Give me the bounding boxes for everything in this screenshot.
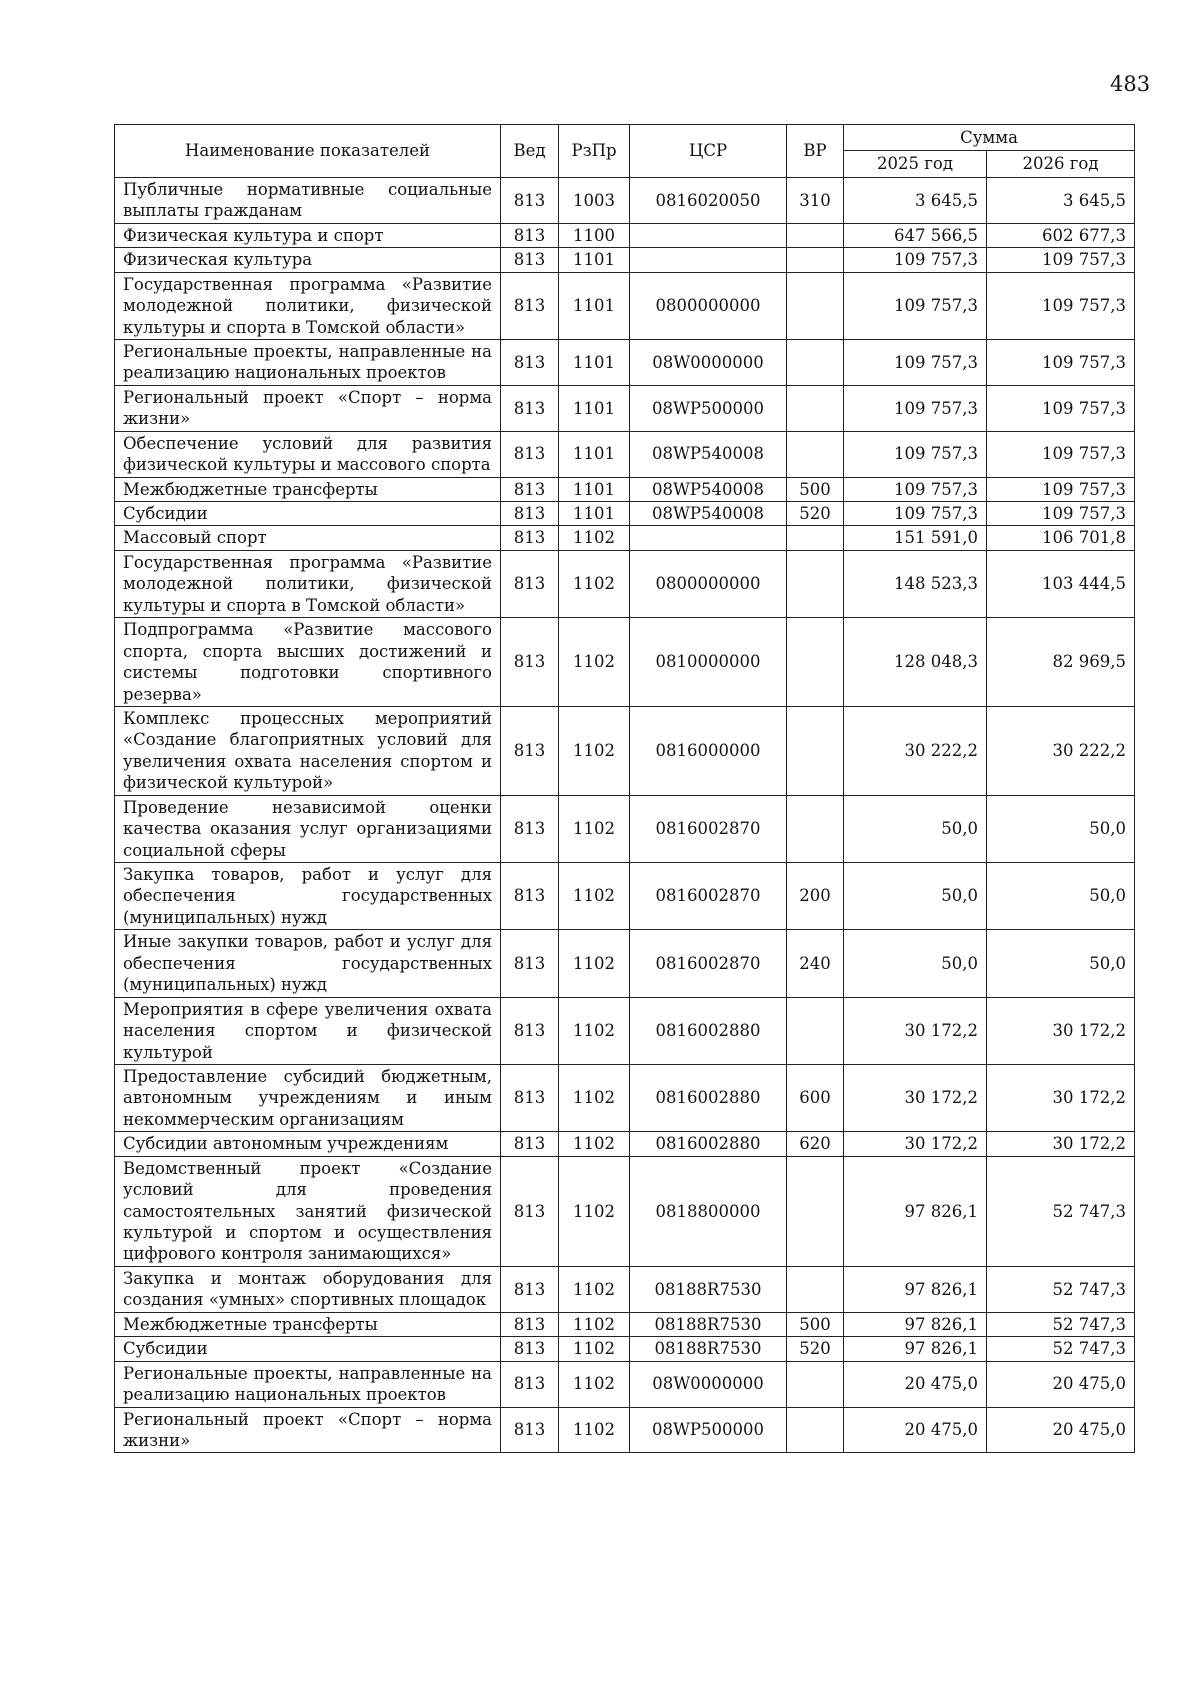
cell-vr: 500	[787, 477, 844, 501]
table-row	[115, 550, 1135, 617]
cell-csr: 0816002870	[630, 795, 787, 862]
cell-vr	[787, 550, 844, 617]
budget-table	[114, 124, 1135, 1453]
cell-sum-2025: 109 757,3	[844, 477, 987, 501]
cell-vr	[787, 997, 844, 1064]
cell-sum-2026: 30 172,2	[987, 997, 1135, 1064]
cell-rzpr: 1102	[559, 550, 630, 617]
cell-name: Государственная программа «Развитие молодежной политики, физической культуры и спорта в Томской области»	[115, 550, 501, 617]
table-row	[115, 795, 1135, 862]
cell-csr: 0816002870	[630, 930, 787, 997]
cell-ved: 813	[501, 177, 559, 223]
cell-rzpr: 1100	[559, 223, 630, 247]
cell-rzpr: 1102	[559, 1407, 630, 1453]
cell-rzpr: 1102	[559, 795, 630, 862]
cell-vr	[787, 1156, 844, 1266]
cell-sum-2026: 103 444,5	[987, 550, 1135, 617]
cell-rzpr: 1101	[559, 502, 630, 526]
cell-rzpr: 1102	[559, 1064, 630, 1131]
header-year-2026: 2026 год	[987, 151, 1135, 177]
cell-rzpr: 1102	[559, 1361, 630, 1407]
cell-ved: 813	[501, 339, 559, 385]
cell-name: Региональные проекты, направленные на реализацию национальных проектов	[115, 339, 501, 385]
cell-name: Проведение независимой оценки качества оказания услуг организациями социальной сферы	[115, 795, 501, 862]
cell-csr: 0800000000	[630, 550, 787, 617]
cell-rzpr: 1101	[559, 431, 630, 477]
cell-name: Региональный проект «Спорт – норма жизни»	[115, 1407, 501, 1453]
table-row	[115, 997, 1135, 1064]
cell-sum-2025: 148 523,3	[844, 550, 987, 617]
cell-vr	[787, 1407, 844, 1453]
cell-name: Предоставление субсидий бюджетным, автономным учреждениям и иным некоммерческим организациям	[115, 1064, 501, 1131]
table-row	[115, 526, 1135, 550]
cell-csr: 08W0000000	[630, 1361, 787, 1407]
cell-sum-2026: 82 969,5	[987, 618, 1135, 707]
table-row	[115, 1361, 1135, 1407]
cell-ved: 813	[501, 1132, 559, 1156]
cell-name: Физическая культура	[115, 248, 501, 272]
table-row	[115, 1407, 1135, 1453]
header-name: Наименование показателей	[115, 125, 501, 178]
cell-sum-2025: 109 757,3	[844, 248, 987, 272]
cell-csr: 08188R7530	[630, 1312, 787, 1336]
table-header	[115, 125, 1135, 178]
cell-vr	[787, 1266, 844, 1312]
cell-vr	[787, 272, 844, 339]
cell-csr: 0816002880	[630, 997, 787, 1064]
cell-sum-2026: 50,0	[987, 863, 1135, 930]
header-year-2025: 2025 год	[844, 151, 987, 177]
cell-sum-2025: 30 172,2	[844, 1132, 987, 1156]
cell-sum-2026: 109 757,3	[987, 385, 1135, 431]
cell-sum-2026: 109 757,3	[987, 502, 1135, 526]
cell-vr	[787, 1361, 844, 1407]
cell-name: Массовый спорт	[115, 526, 501, 550]
cell-ved: 813	[501, 502, 559, 526]
cell-rzpr: 1101	[559, 248, 630, 272]
cell-rzpr: 1101	[559, 339, 630, 385]
cell-name: Межбюджетные трансферты	[115, 1312, 501, 1336]
cell-vr: 600	[787, 1064, 844, 1131]
cell-vr: 200	[787, 863, 844, 930]
cell-vr: 310	[787, 177, 844, 223]
cell-vr	[787, 795, 844, 862]
cell-vr	[787, 339, 844, 385]
cell-ved: 813	[501, 1407, 559, 1453]
cell-sum-2025: 97 826,1	[844, 1337, 987, 1361]
cell-ved: 813	[501, 1266, 559, 1312]
cell-vr: 620	[787, 1132, 844, 1156]
cell-rzpr: 1102	[559, 1266, 630, 1312]
table-row	[115, 930, 1135, 997]
cell-sum-2025: 3 645,5	[844, 177, 987, 223]
cell-sum-2025: 50,0	[844, 930, 987, 997]
cell-vr	[787, 223, 844, 247]
table-row	[115, 272, 1135, 339]
cell-sum-2025: 151 591,0	[844, 526, 987, 550]
cell-sum-2026: 602 677,3	[987, 223, 1135, 247]
cell-vr	[787, 248, 844, 272]
table-row	[115, 1312, 1135, 1336]
table-row	[115, 1337, 1135, 1361]
cell-name: Закупка и монтаж оборудования для создания «умных» спортивных площадок	[115, 1266, 501, 1312]
cell-csr: 08WP540008	[630, 502, 787, 526]
cell-sum-2025: 109 757,3	[844, 339, 987, 385]
cell-csr: 08WP540008	[630, 477, 787, 501]
cell-name: Региональные проекты, направленные на реализацию национальных проектов	[115, 1361, 501, 1407]
table-row	[115, 1266, 1135, 1312]
cell-rzpr: 1101	[559, 272, 630, 339]
cell-rzpr: 1102	[559, 930, 630, 997]
cell-ved: 813	[501, 1312, 559, 1336]
cell-sum-2025: 30 172,2	[844, 1064, 987, 1131]
cell-csr: 0800000000	[630, 272, 787, 339]
cell-csr: 0816002880	[630, 1064, 787, 1131]
cell-sum-2026: 109 757,3	[987, 339, 1135, 385]
cell-name: Субсидии	[115, 502, 501, 526]
cell-ved: 813	[501, 997, 559, 1064]
cell-sum-2026: 3 645,5	[987, 177, 1135, 223]
cell-vr	[787, 526, 844, 550]
cell-csr: 0810000000	[630, 618, 787, 707]
cell-sum-2026: 52 747,3	[987, 1337, 1135, 1361]
table-row	[115, 1064, 1135, 1131]
cell-name: Государственная программа «Развитие молодежной политики, физической культуры и спорта в Томской области»	[115, 272, 501, 339]
cell-sum-2025: 30 222,2	[844, 706, 987, 795]
cell-name: Ведомственный проект «Создание условий для проведения самостоятельных занятий физической культурой и спортом и осуществления цифрового контроля занимающихся»	[115, 1156, 501, 1266]
table-row	[115, 177, 1135, 223]
cell-rzpr: 1102	[559, 526, 630, 550]
cell-ved: 813	[501, 385, 559, 431]
table-body	[115, 177, 1135, 1453]
cell-ved: 813	[501, 550, 559, 617]
cell-csr: 08WP540008	[630, 431, 787, 477]
cell-name: Комплекс процессных мероприятий «Создание благоприятных условий для увеличения охвата населения спортом и физической культурой»	[115, 706, 501, 795]
cell-sum-2025: 109 757,3	[844, 272, 987, 339]
cell-ved: 813	[501, 223, 559, 247]
cell-name: Региональный проект «Спорт – норма жизни»	[115, 385, 501, 431]
cell-name: Иные закупки товаров, работ и услуг для обеспечения государственных (муниципальных) нужд	[115, 930, 501, 997]
header-row	[115, 125, 1135, 151]
cell-ved: 813	[501, 618, 559, 707]
cell-sum-2025: 97 826,1	[844, 1312, 987, 1336]
table-row	[115, 339, 1135, 385]
header-rzpr: РзПр	[559, 125, 630, 178]
cell-sum-2025: 20 475,0	[844, 1407, 987, 1453]
cell-csr: 0816020050	[630, 177, 787, 223]
cell-vr: 520	[787, 502, 844, 526]
cell-sum-2026: 109 757,3	[987, 431, 1135, 477]
cell-sum-2025: 50,0	[844, 863, 987, 930]
table-row	[115, 431, 1135, 477]
cell-csr	[630, 248, 787, 272]
cell-vr	[787, 706, 844, 795]
cell-ved: 813	[501, 477, 559, 501]
cell-ved: 813	[501, 526, 559, 550]
cell-name: Обеспечение условий для развития физической культуры и массового спорта	[115, 431, 501, 477]
cell-sum-2026: 52 747,3	[987, 1312, 1135, 1336]
cell-sum-2026: 20 475,0	[987, 1407, 1135, 1453]
cell-sum-2026: 109 757,3	[987, 248, 1135, 272]
cell-sum-2026: 106 701,8	[987, 526, 1135, 550]
table-row	[115, 248, 1135, 272]
cell-sum-2025: 109 757,3	[844, 502, 987, 526]
cell-rzpr: 1101	[559, 477, 630, 501]
cell-rzpr: 1102	[559, 997, 630, 1064]
cell-rzpr: 1102	[559, 618, 630, 707]
cell-ved: 813	[501, 272, 559, 339]
cell-ved: 813	[501, 431, 559, 477]
cell-rzpr: 1003	[559, 177, 630, 223]
cell-csr: 08WP500000	[630, 385, 787, 431]
cell-sum-2025: 128 048,3	[844, 618, 987, 707]
header-vr: ВР	[787, 125, 844, 178]
cell-name: Публичные нормативные социальные выплаты гражданам	[115, 177, 501, 223]
cell-name: Субсидии автономным учреждениям	[115, 1132, 501, 1156]
cell-csr: 0816002870	[630, 863, 787, 930]
cell-vr	[787, 431, 844, 477]
cell-sum-2026: 52 747,3	[987, 1156, 1135, 1266]
cell-sum-2025: 20 475,0	[844, 1361, 987, 1407]
cell-vr	[787, 385, 844, 431]
cell-sum-2026: 50,0	[987, 795, 1135, 862]
cell-sum-2026: 109 757,3	[987, 477, 1135, 501]
cell-rzpr: 1102	[559, 706, 630, 795]
cell-sum-2025: 97 826,1	[844, 1266, 987, 1312]
cell-csr: 08188R7530	[630, 1337, 787, 1361]
cell-ved: 813	[501, 863, 559, 930]
cell-sum-2026: 30 172,2	[987, 1132, 1135, 1156]
cell-ved: 813	[501, 795, 559, 862]
cell-name: Закупка товаров, работ и услуг для обеспечения государственных (муниципальных) нужд	[115, 863, 501, 930]
cell-csr	[630, 223, 787, 247]
cell-rzpr: 1101	[559, 385, 630, 431]
cell-ved: 813	[501, 706, 559, 795]
cell-rzpr: 1102	[559, 1312, 630, 1336]
cell-sum-2025: 109 757,3	[844, 385, 987, 431]
cell-csr: 0816000000	[630, 706, 787, 795]
table-row	[115, 618, 1135, 707]
cell-csr: 0818800000	[630, 1156, 787, 1266]
cell-sum-2025: 97 826,1	[844, 1156, 987, 1266]
cell-ved: 813	[501, 1064, 559, 1131]
cell-sum-2025: 30 172,2	[844, 997, 987, 1064]
cell-name: Мероприятия в сфере увеличения охвата населения спортом и физической культурой	[115, 997, 501, 1064]
cell-rzpr: 1102	[559, 863, 630, 930]
cell-ved: 813	[501, 1361, 559, 1407]
cell-vr: 240	[787, 930, 844, 997]
cell-sum-2026: 52 747,3	[987, 1266, 1135, 1312]
cell-sum-2026: 30 172,2	[987, 1064, 1135, 1131]
cell-ved: 813	[501, 1337, 559, 1361]
cell-sum-2025: 647 566,5	[844, 223, 987, 247]
cell-csr: 0816002880	[630, 1132, 787, 1156]
cell-sum-2026: 109 757,3	[987, 272, 1135, 339]
cell-sum-2026: 30 222,2	[987, 706, 1135, 795]
cell-sum-2025: 50,0	[844, 795, 987, 862]
cell-vr: 520	[787, 1337, 844, 1361]
table-row	[115, 706, 1135, 795]
table-row	[115, 477, 1135, 501]
table-row	[115, 863, 1135, 930]
cell-name: Субсидии	[115, 1337, 501, 1361]
table-row	[115, 1132, 1135, 1156]
cell-ved: 813	[501, 930, 559, 997]
table-row	[115, 1156, 1135, 1266]
cell-vr: 500	[787, 1312, 844, 1336]
cell-csr: 08W0000000	[630, 339, 787, 385]
page-number: 483	[1110, 72, 1151, 96]
table-row	[115, 502, 1135, 526]
header-csr: ЦСР	[630, 125, 787, 178]
cell-name: Межбюджетные трансферты	[115, 477, 501, 501]
header-sum: Сумма	[844, 125, 1135, 151]
cell-csr: 08WP500000	[630, 1407, 787, 1453]
cell-ved: 813	[501, 1156, 559, 1266]
cell-rzpr: 1102	[559, 1156, 630, 1266]
cell-vr	[787, 618, 844, 707]
cell-sum-2025: 109 757,3	[844, 431, 987, 477]
cell-csr: 08188R7530	[630, 1266, 787, 1312]
cell-name: Подпрограмма «Развитие массового спорта, спорта высших достижений и системы подготовки спортивного резерва»	[115, 618, 501, 707]
cell-ved: 813	[501, 248, 559, 272]
cell-sum-2026: 50,0	[987, 930, 1135, 997]
cell-csr	[630, 526, 787, 550]
header-ved: Вед	[501, 125, 559, 178]
cell-name: Физическая культура и спорт	[115, 223, 501, 247]
cell-rzpr: 1102	[559, 1337, 630, 1361]
cell-sum-2026: 20 475,0	[987, 1361, 1135, 1407]
table-row	[115, 385, 1135, 431]
cell-rzpr: 1102	[559, 1132, 630, 1156]
table-row	[115, 223, 1135, 247]
